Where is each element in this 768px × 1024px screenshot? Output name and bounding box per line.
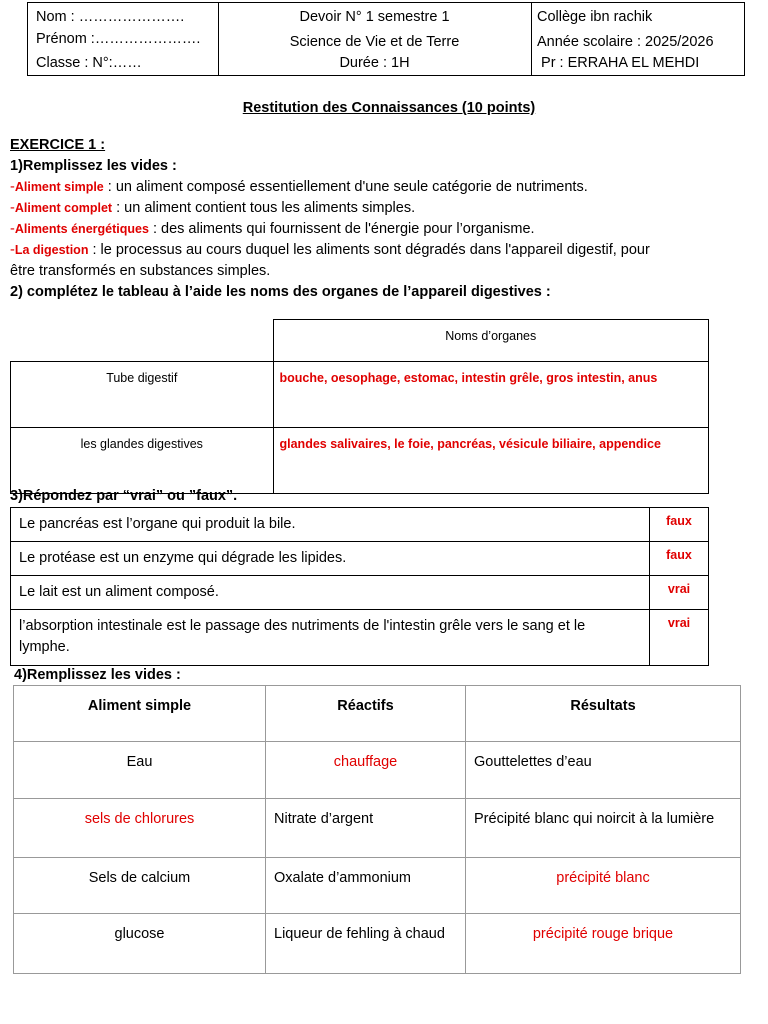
table-corner <box>11 320 274 362</box>
table-row <box>14 742 741 799</box>
school-year: Année scolaire : 2025/2026 <box>537 34 714 50</box>
resultat-cell: Précipité blanc qui noircit à la lumière <box>466 799 741 858</box>
answer: faux <box>650 542 709 576</box>
reactif-cell: Nitrate d’argent <box>266 799 466 858</box>
organ-answer: glandes salivaires, le foie, pancréas, vésicule biliaire, appendice <box>273 428 709 494</box>
aliment-cell: sels de chlorures <box>14 799 266 858</box>
definition-text: : un aliment contient tous les aliments simples. <box>112 200 416 216</box>
table-header-row <box>14 686 741 742</box>
table-row <box>11 610 709 666</box>
reactif-cell: Liqueur de fehling à chaud <box>266 914 466 974</box>
devoir-title: Devoir N° 1 semestre 1 <box>299 9 450 25</box>
table-row <box>14 858 741 914</box>
nom-field: Nom : …………………. <box>36 9 185 25</box>
definition-term: Aliments énergétiques <box>14 222 149 236</box>
statement: Le pancréas est l’organe qui produit la bile. <box>11 508 650 542</box>
aliment-cell: Sels de calcium <box>14 858 266 914</box>
definition-item: -La digestion : le processus au cours duquel les aliments sont dégradés dans l'appareil digestif, pour <box>10 242 650 258</box>
reactif-cell: Oxalate d’ammonium <box>266 858 466 914</box>
duration: Durée : 1H <box>339 55 410 71</box>
teacher-name: Pr : ERRAHA EL MEHDI <box>537 55 700 71</box>
q4-title: 4)Remplissez les vides : <box>14 667 181 683</box>
q3-title: 3)Répondez par “vrai” ou ”faux”. <box>10 488 238 504</box>
organ-answer: bouche, oesophage, estomac, intestin grêle, gros intestin, anus <box>273 362 709 428</box>
resultat-cell: Gouttelettes d’eau <box>466 742 741 799</box>
definition-item: -Aliments énergétiques : des aliments qui fournissent de l'énergie pour l’organisme. <box>10 221 535 237</box>
statement: l’absorption intestinale est le passage des nutriments de l'intestin grêle vers le sang et le lymphe. <box>11 610 650 666</box>
definition-term: Aliment simple <box>14 180 104 194</box>
answer: faux <box>650 508 709 542</box>
table-row <box>14 799 741 858</box>
classe-field: Classe : N°:…… <box>36 55 142 71</box>
student-info <box>28 3 219 75</box>
prenom-field: Prénom :…………………. <box>36 31 201 47</box>
table-row <box>11 362 709 428</box>
definition-term: La digestion <box>14 243 89 257</box>
definition-text: : un aliment composé essentiellement d'une seule catégorie de nutriments. <box>103 179 588 195</box>
college-name: Collège ibn rachik <box>537 9 653 25</box>
q2-title: 2) complétez le tableau à l’aide les noms des organes de l’appareil digestives : <box>10 284 551 300</box>
header-box <box>27 2 745 76</box>
statement: Le protéase est un enzyme qui dégrade les lipides. <box>11 542 650 576</box>
true-false-table <box>10 507 709 666</box>
school-info <box>531 3 744 75</box>
column-header: Réactifs <box>266 686 466 742</box>
q1-title: 1)Remplissez les vides : <box>10 158 177 174</box>
definition-item: -Aliment simple : un aliment composé essentiellement d'une seule catégorie de nutriments. <box>10 179 588 195</box>
table-row <box>14 914 741 974</box>
answer: vrai <box>650 576 709 610</box>
aliment-cell: glucose <box>14 914 266 974</box>
foods-table <box>13 685 741 974</box>
definition-item: -Aliment complet : un aliment contient tous les aliments simples. <box>10 200 416 216</box>
organ-category: les glandes digestives <box>11 428 274 494</box>
definition-continuation: être transformés en substances simples. <box>10 263 271 279</box>
organs-header: Noms d’organes <box>273 320 709 362</box>
resultat-cell: précipité blanc <box>466 858 741 914</box>
aliment-cell: Eau <box>14 742 266 799</box>
column-header: Aliment simple <box>14 686 266 742</box>
definition-text: : le processus au cours duquel les aliments sont dégradés dans l'appareil digestif, pour <box>88 242 650 258</box>
definition-term: Aliment complet <box>14 201 113 215</box>
definition-text: : des aliments qui fournissent de l'énergie pour l’organisme. <box>148 221 535 237</box>
table-row <box>11 542 709 576</box>
statement: Le lait est un aliment composé. <box>11 576 650 610</box>
exam-info <box>218 3 532 75</box>
table-row <box>11 428 709 494</box>
table-row <box>11 576 709 610</box>
exercise-title: EXERCICE 1 : <box>10 137 106 153</box>
answer: vrai <box>650 610 709 666</box>
section-title: Restitution des Connaissances (10 points) <box>242 100 536 116</box>
organs-table <box>10 319 709 494</box>
column-header: Résultats <box>466 686 741 742</box>
reactif-cell: chauffage <box>266 742 466 799</box>
subject: Science de Vie et de Terre <box>289 34 460 50</box>
table-row <box>11 508 709 542</box>
organ-category: Tube digestif <box>11 362 274 428</box>
resultat-cell: précipité rouge brique <box>466 914 741 974</box>
